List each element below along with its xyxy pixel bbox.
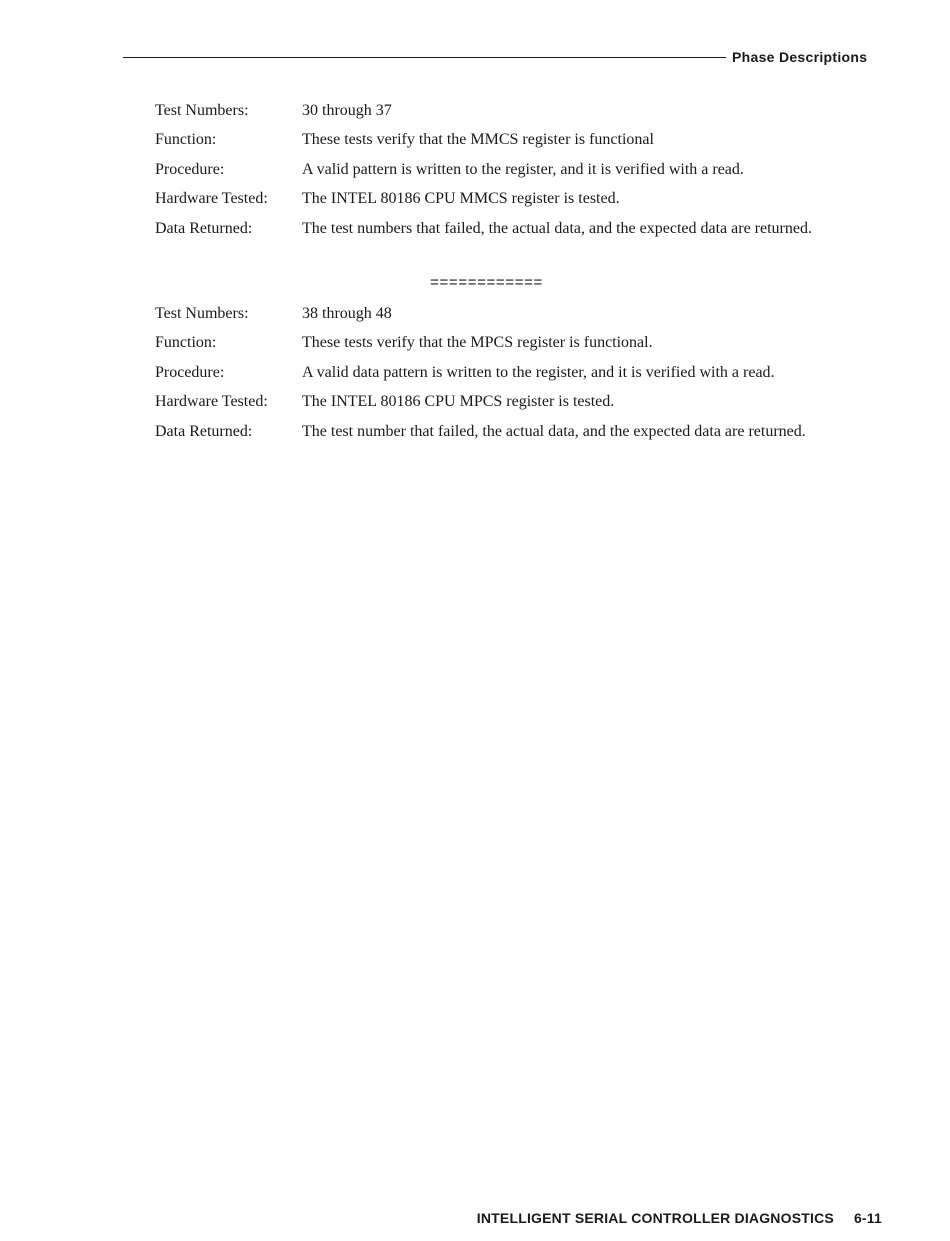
function-row bbox=[155, 333, 895, 353]
hardware-tested-row bbox=[155, 392, 895, 412]
function-row bbox=[155, 130, 895, 150]
procedure-label: Procedure: bbox=[155, 364, 225, 381]
page-number: 6-11 bbox=[853, 1210, 882, 1226]
data-returned-row bbox=[155, 219, 895, 239]
data-returned-label: Data Returned: bbox=[155, 423, 253, 440]
procedure-label: Procedure: bbox=[155, 161, 225, 178]
function-value: These tests verify that the MPCS register is functional. bbox=[302, 334, 653, 351]
page-footer bbox=[477, 1210, 882, 1226]
procedure-row bbox=[155, 363, 895, 383]
separator: ============ bbox=[430, 275, 543, 292]
hardware-tested-value: The INTEL 80186 CPU MPCS register is tested. bbox=[302, 393, 615, 410]
procedure-row bbox=[155, 160, 895, 180]
test-numbers-label: Test Numbers: bbox=[155, 102, 249, 119]
test-entry-2 bbox=[155, 304, 895, 440]
data-returned-value: The test numbers that failed, the actual data, and the expected data are returned. bbox=[302, 220, 812, 237]
procedure-value: A valid pattern is written to the register, and it is verified with a read. bbox=[302, 161, 744, 178]
test-numbers-row bbox=[155, 304, 895, 324]
data-returned-value: The test number that failed, the actual data, and the expected data are returned. bbox=[302, 423, 806, 440]
function-label: Function: bbox=[155, 334, 217, 351]
hardware-tested-label: Hardware Tested: bbox=[155, 393, 268, 410]
header-rule bbox=[123, 57, 726, 58]
procedure-value: A valid data pattern is written to the register, and it is verified with a read. bbox=[302, 364, 775, 381]
footer-title: INTELLIGENT SERIAL CONTROLLER DIAGNOSTICS bbox=[476, 1210, 834, 1226]
hardware-tested-value: The INTEL 80186 CPU MMCS register is tested. bbox=[302, 190, 620, 207]
function-label: Function: bbox=[155, 131, 217, 148]
test-numbers-value: 30 through 37 bbox=[302, 102, 392, 119]
hardware-tested-row bbox=[155, 189, 895, 209]
test-numbers-row bbox=[155, 101, 895, 121]
test-entry-1 bbox=[155, 101, 895, 237]
test-numbers-value: 38 through 48 bbox=[302, 305, 392, 322]
function-value: These tests verify that the MMCS register is functional bbox=[302, 131, 654, 148]
test-numbers-label: Test Numbers: bbox=[155, 305, 249, 322]
data-returned-row bbox=[155, 422, 895, 442]
data-returned-label: Data Returned: bbox=[155, 220, 253, 237]
hardware-tested-label: Hardware Tested: bbox=[155, 190, 268, 207]
section-title: Phase Descriptions bbox=[732, 49, 868, 65]
